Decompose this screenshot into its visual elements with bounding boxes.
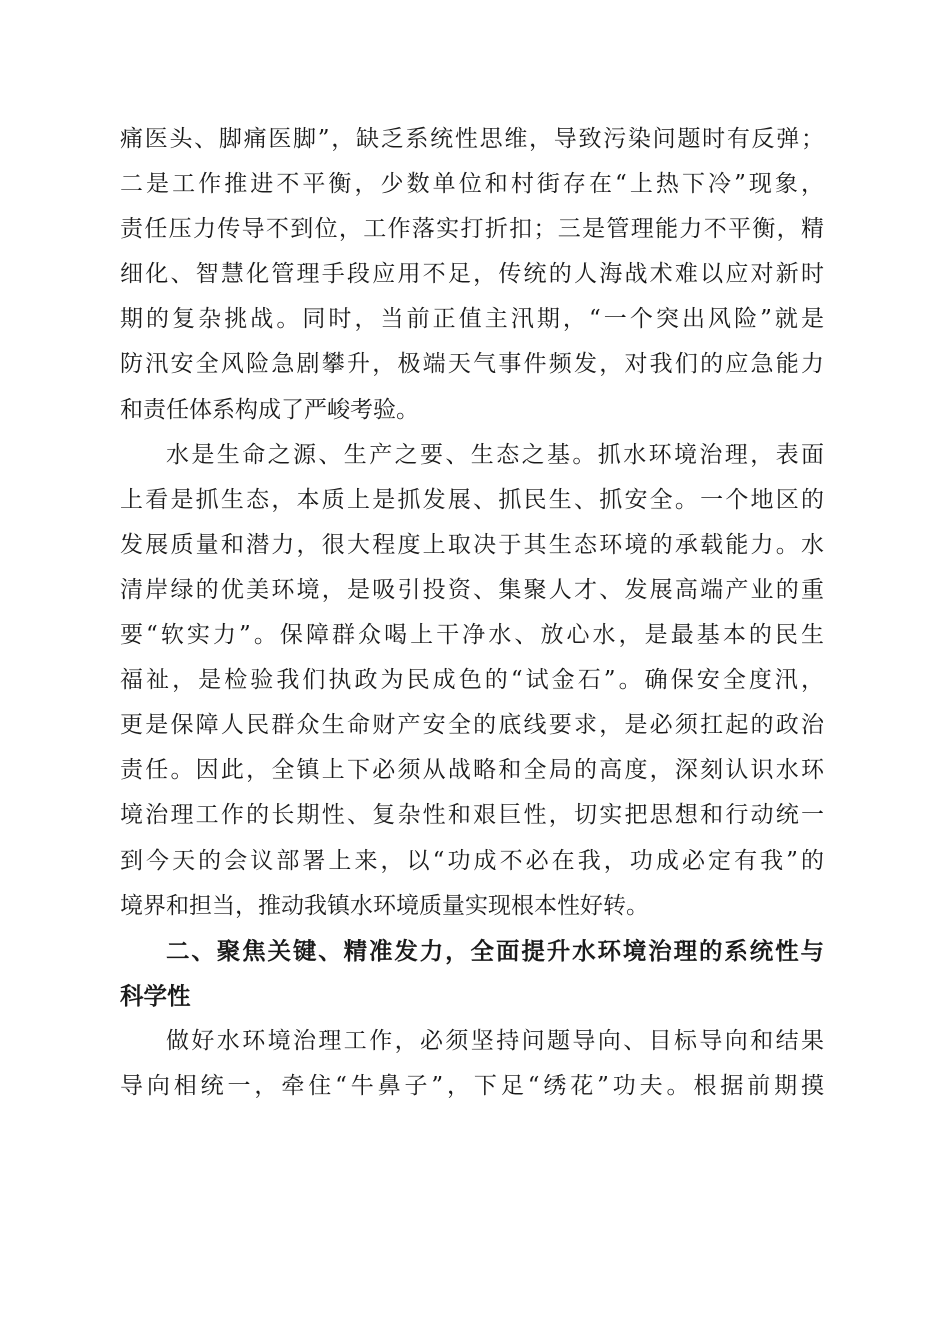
- text-line: 细化、智慧化管理手段应用不足，传统的人海战术难以应对新时: [120, 261, 824, 288]
- section-heading: [120, 929, 824, 1019]
- text-line: 二是工作推进不平衡，少数单位和村街存在“上热下冷”现象，: [120, 171, 824, 198]
- text-line: 期的复杂挑战。同时，当前正值主汛期，“一个突出风险”就是: [120, 306, 824, 333]
- text-line: 水是生命之源、生产之要、生态之基。抓水环境治理，表面: [166, 441, 824, 468]
- text-line: 境治理工作的长期性、复杂性和艰巨性，切实把思想和行动统一: [120, 802, 824, 829]
- text-line: 上看是抓生态，本质上是抓发展、抓民生、抓安全。一个地区的: [120, 486, 824, 513]
- text-line: 清岸绿的优美环境，是吸引投资、集聚人才、发展高端产业的重: [120, 576, 824, 603]
- document-body: [120, 117, 824, 1109]
- text-line: 责任。因此，全镇上下必须从战略和全局的高度，深刻认识水环: [120, 757, 824, 784]
- heading-line: 科学性: [120, 981, 191, 1010]
- text-line: 防汛安全风险急剧攀升，极端天气事件频发，对我们的应急能力: [120, 351, 824, 378]
- text-line: 痛医头、脚痛医脚”，缺乏系统性思维，导致污染问题时有反弹；: [120, 126, 824, 152]
- text-line: 境界和担当，推动我镇水环境质量实现根本性好转。: [120, 892, 649, 919]
- paragraph: [120, 1019, 824, 1109]
- text-line: 发展质量和潜力，很大程度上取决于其生态环境的承载能力。水: [120, 531, 824, 558]
- text-line: 福祉，是检验我们执政为民成色的“试金石”。确保安全度汛，: [120, 667, 824, 694]
- heading-line: 二、聚焦关键、精准发力，全面提升水环境治理的系统性与: [166, 936, 824, 965]
- text-line: 要“软实力”。保障群众喝上干净水、放心水，是最基本的民生: [120, 622, 824, 649]
- paragraph: [120, 117, 824, 433]
- text-line: 责任压力传导不到位，工作落实打折扣；三是管理能力不平衡，精: [120, 216, 824, 243]
- text-line: 更是保障人民群众生命财产安全的底线要求，是必须扛起的政治: [120, 712, 824, 739]
- text-line: 做好水环境治理工作，必须坚持问题导向、目标导向和结果: [166, 1027, 824, 1054]
- text-line: 和责任体系构成了严峻考验。: [120, 396, 419, 423]
- text-line: 到今天的会议部署上来，以“功成不必在我，功成必定有我”的: [120, 847, 824, 874]
- paragraph: [120, 433, 824, 929]
- text-line: 导向相统一，牵住“牛鼻子”，下足“绣花”功夫。根据前期摸: [120, 1072, 824, 1099]
